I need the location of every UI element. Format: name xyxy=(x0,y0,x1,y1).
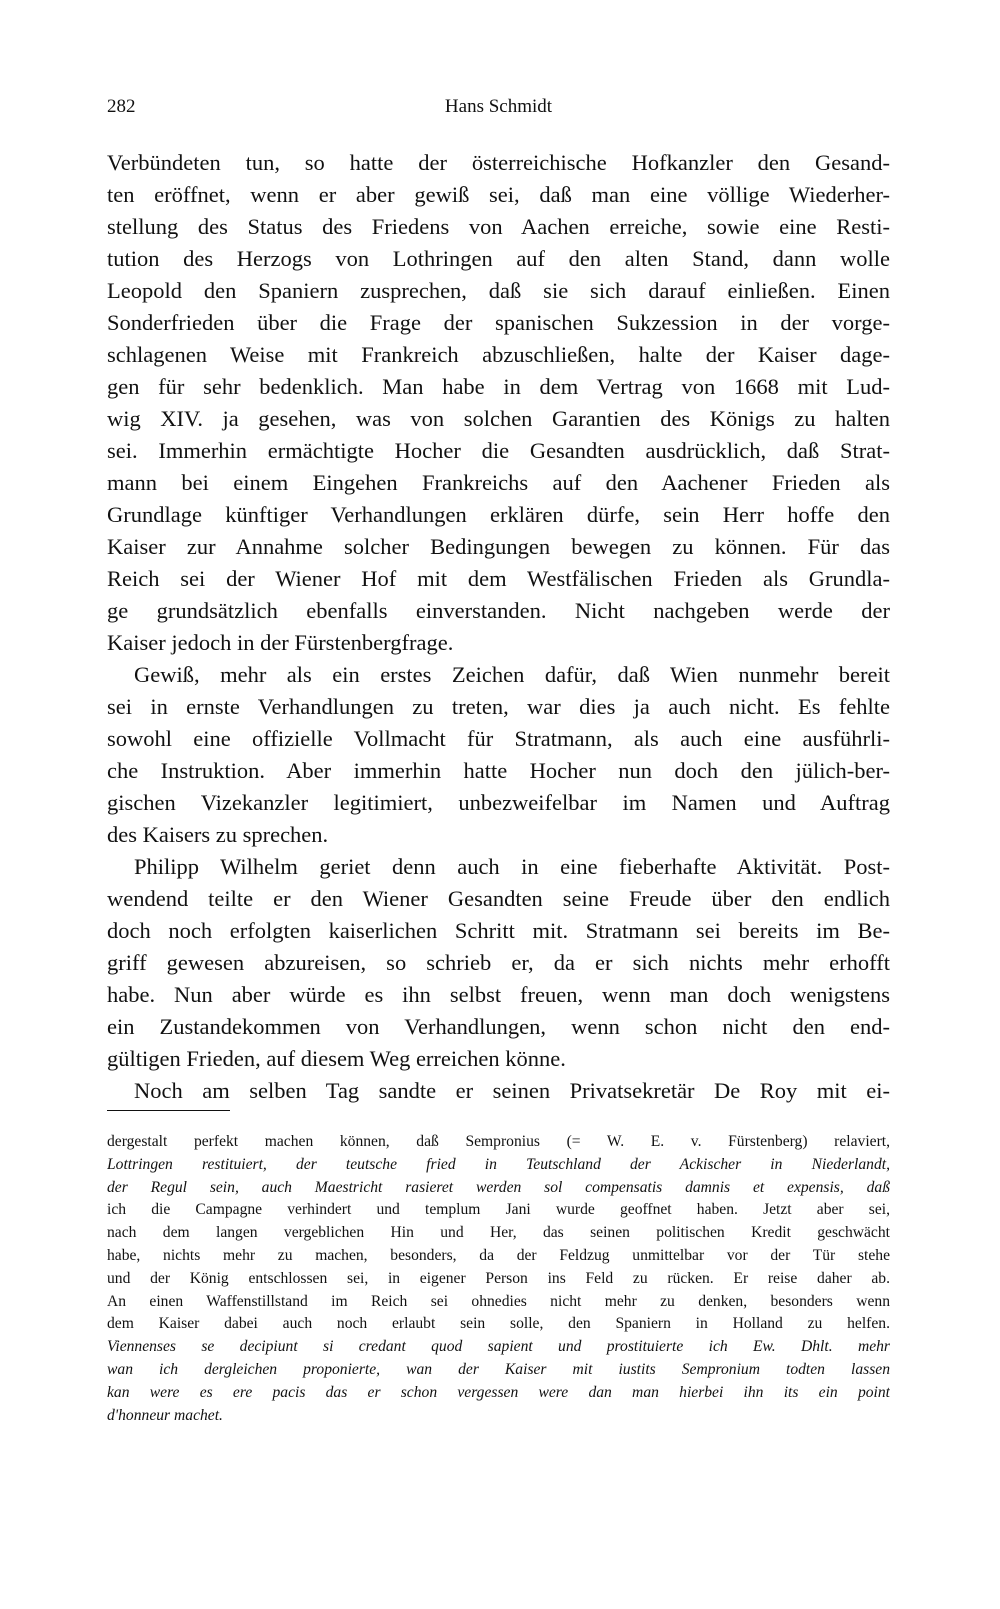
body-line: Kaiser jedoch in der Fürstenbergfrage. xyxy=(107,630,454,655)
body-line: wig XIV. ja gesehen, was von solchen Garantien des Königs zu halten xyxy=(107,406,890,431)
footnote-line: dem Kaiser dabei auch noch erlaubt sein solle, den Spaniern in Holland zu helfen. xyxy=(107,1315,890,1333)
body-line: Philipp Wilhelm geriet denn auch in eine fieberhafte Aktivität. Post- xyxy=(134,854,890,879)
body-line: griff gewesen abzureisen, so schrieb er, da er sich nichts mehr erhofft xyxy=(107,950,890,975)
footnote-line: ich die Campagne verhindert und templum Jani wurde geoffnet haben. Jetzt aber sei, xyxy=(107,1201,890,1219)
footnote-line: habe, nichts mehr zu machen, besonders, da der Feldzug unmittelbar vor der Tür stehe xyxy=(107,1246,890,1264)
footnote-line: nach dem langen vergeblichen Hin und Her, das seinen politischen Kredit geschwächt xyxy=(107,1224,890,1242)
body-line: habe. Nun aber würde es ihn selbst freuen, wenn man doch wenigstens xyxy=(107,982,890,1007)
body-line: ten eröffnet, wenn er aber gewiß sei, daß man eine völlige Wiederher- xyxy=(107,182,890,207)
footnote-line: und der König entschlossen sei, in eigener Person ins Feld zu rücken. Er reise daher ab. xyxy=(107,1269,890,1287)
body-line: Grundlage künftiger Verhandlungen erklären dürfe, sein Herr hoffe den xyxy=(107,502,890,527)
page-number: 282 xyxy=(107,96,136,117)
body-line: Verbündeten tun, so hatte der österreichische Hofkanzler den Gesand- xyxy=(107,150,890,175)
body-line: Reich sei der Wiener Hof mit dem Westfälischen Frieden als Grundla- xyxy=(107,566,890,591)
body-text xyxy=(107,147,890,1107)
body-line: tution des Herzogs von Lothringen auf den alten Stand, dann wolle xyxy=(107,246,890,271)
body-line: wendend teilte er den Wiener Gesandten seine Freude über den endlich xyxy=(107,886,890,911)
footnote-line: wan ich dergleichen proponierte, wan der Kaiser mit iustits Sempronium todten lassen xyxy=(107,1360,890,1378)
body-line: Kaiser zur Annahme solcher Bedingungen bewegen zu können. Für das xyxy=(107,534,890,559)
body-line: che Instruktion. Aber immerhin hatte Hocher nun doch den jülich-ber- xyxy=(107,758,890,783)
body-line: gischen Vizekanzler legitimiert, unbezweifelbar im Namen und Auftrag xyxy=(107,790,890,815)
body-line: mann bei einem Eingehen Frankreichs auf den Aachener Frieden als xyxy=(107,470,890,495)
footnote-line: Viennenses se decipiunt si credant quod sapient und prostituierte ich Ew. Dhlt. mehr xyxy=(107,1338,890,1356)
body-line: doch noch erfolgten kaiserlichen Schritt mit. Stratmann sei bereits im Be- xyxy=(107,918,890,943)
footnote-line: kan were es ere pacis das er schon vergessen were dan man hierbei ihn its ein point xyxy=(107,1383,890,1401)
footnote-line: dergestalt perfekt machen können, daß Sempronius (= W. E. v. Fürstenberg) relaviert, xyxy=(107,1133,890,1150)
running-title: Hans Schmidt xyxy=(444,96,553,117)
body-line: gen für sehr bedenklich. Man habe in dem Vertrag von 1668 mit Lud- xyxy=(107,374,890,399)
body-line: sowohl eine offizielle Vollmacht für Stratmann, als auch eine ausführli- xyxy=(107,726,890,751)
running-head xyxy=(107,92,890,122)
footnote-divider xyxy=(107,1110,230,1111)
footnote-line: Lottringen restituiert, der teutsche fried in Teutschland der Ackischer in Niederlandt, xyxy=(107,1155,890,1173)
body-line: Gewiß, mehr als ein erstes Zeichen dafür, daß Wien nunmehr bereit xyxy=(134,662,890,687)
footnote-line: der Regul sein, auch Maestricht rasieret werden sol compensatis damnis et expensis, daß xyxy=(107,1178,890,1196)
body-line: Noch am selben Tag sandte er seinen Privatsekretär De Roy mit ei- xyxy=(134,1078,890,1103)
body-line: Sonderfrieden über die Frage der spanischen Sukzession in der vorge- xyxy=(107,310,890,335)
footnote-line: d'honneur machet. xyxy=(107,1406,223,1424)
footnote-block xyxy=(107,1131,890,1427)
footnote-line: An einen Waffenstillstand im Reich sei ohnedies nicht mehr zu denken, besonders wenn xyxy=(107,1292,890,1310)
body-line: Leopold den Spaniern zusprechen, daß sie sich darauf einließen. Einen xyxy=(107,278,890,303)
body-line: schlagenen Weise mit Frankreich abzuschließen, halte der Kaiser dage- xyxy=(107,342,890,367)
body-line: ge grundsätzlich ebenfalls einverstanden. Nicht nachgeben werde der xyxy=(107,598,890,623)
body-line: sei. Immerhin ermächtigte Hocher die Gesandten ausdrücklich, daß Strat- xyxy=(107,438,890,463)
body-line: gültigen Frieden, auf diesem Weg erreichen könne. xyxy=(107,1046,566,1071)
body-line: stellung des Status des Friedens von Aachen erreiche, sowie eine Resti- xyxy=(107,214,890,239)
body-line: des Kaisers zu sprechen. xyxy=(107,822,329,847)
body-line: ein Zustandekommen von Verhandlungen, wenn schon nicht den end- xyxy=(107,1014,890,1039)
body-line: sei in ernste Verhandlungen zu treten, war dies ja auch nicht. Es fehlte xyxy=(107,694,890,719)
